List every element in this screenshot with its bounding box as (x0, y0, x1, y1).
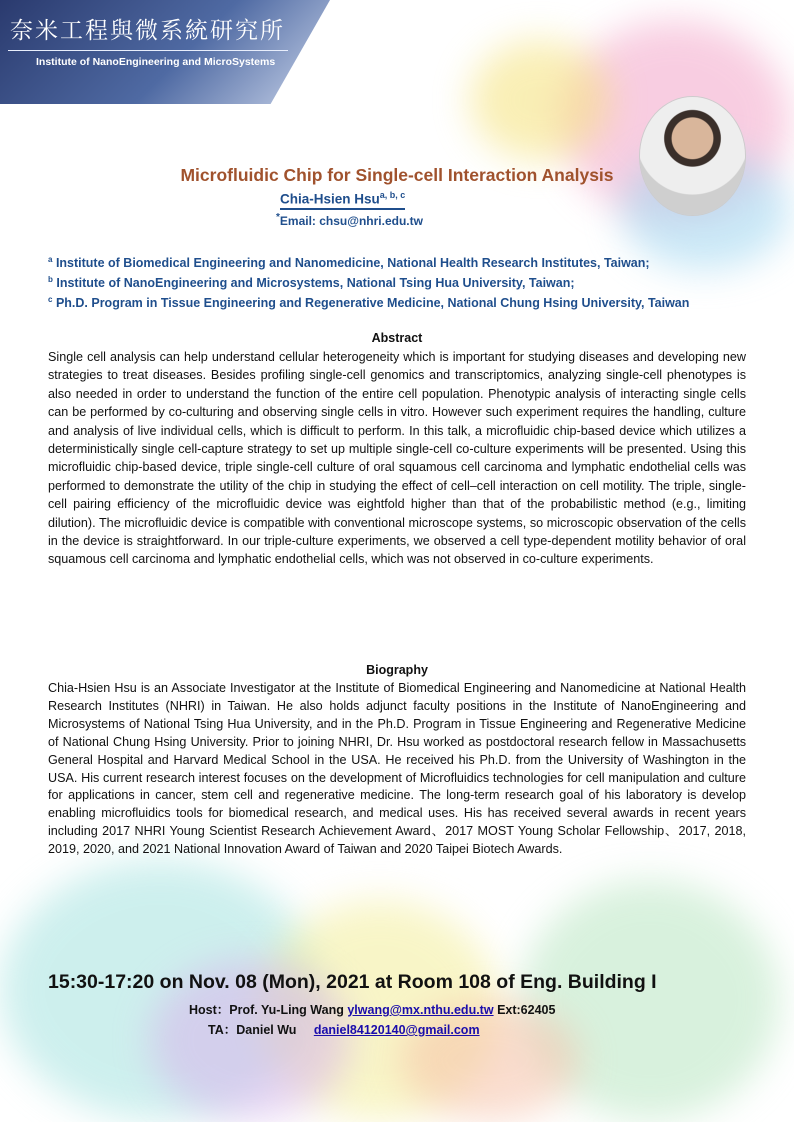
banner-divider (8, 50, 288, 51)
speaker-name: Chia-Hsien Hsu$^{a, b, c}$ (280, 190, 405, 210)
biography-text: Chia-Hsien Hsu is an Associate Investigator at the Institute of Biomedical Engineering and Nanomedicine at National Health Research Institutes (NHRI) in Taiwan. He also holds adjunct faculty positions in the Institute of NanoEngineering and Microsystems of National Tsing Hua University, and in the Ph.D. Program in Tissue Engineering and Regenerative Medicine of National Chung Hsing University. Prior to joining NHRI, Dr. Hsu worked as postdoctoral research fellow in Massachusetts General Hospital and Harvard Medical School in the USA. He received his Ph.D. from the University of Washington in the USA. His current research interest focuses on the development of Microfluidics technologies for cell manipulation and culture for applications in cancer, stem cell and regenerative medicine. The long-term research goal of his laboratory is develop enabling microfluidics tools for biomedical research, and medical uses. His has received several awards in recent years including 2017 NHRI Young Scientist Research Achievement Award、2017 MOST Young Scholar Fellowship、2017, 2018, 2019, 2020, and 2021 National Innovation Award of Taiwan and 2020 Taipei Biotech Awards. (48, 681, 746, 857)
host-email-link[interactable]: ylwang@mx.nthu.edu.tw (347, 1003, 494, 1017)
affiliation-c: $^c$ Ph.D. Program in Tissue Engineering and Regenerative Medicine, National Chung Hsing University, Taiwan (48, 295, 690, 311)
speaker-photo (640, 97, 745, 215)
abstract-heading: Abstract (371, 331, 423, 345)
author-affil-marks: a, b, c (379, 190, 406, 200)
ta-line (208, 1020, 480, 1038)
ta-label: TA：Daniel Wu (208, 1023, 297, 1037)
host-line (189, 1000, 555, 1018)
ta-email-link[interactable]: daniel84120140@gmail.com (313, 1023, 480, 1037)
institute-name-cn: 奈米工程與微系統研究所 (10, 18, 285, 44)
talk-title: Microfluidic Chip for Single-cell Interaction Analysis (180, 165, 614, 185)
event-schedule: 15:30-17:20 on Nov. 08 (Mon), 2021 at Room 108 of Eng. Building I (48, 971, 657, 993)
abstract-text: Single cell analysis can help understand cellular heterogeneity which is important for studying diseases and developing new strategies to treat diseases. Besides profiling single-cell genomics and transcriptomics, analyzing single-cell phenotypes is also needed in order to understand the function of the entire cell population. Phenotypic analysis of interacting single cells can be performed by co-culturing and observing single cells in vitro. However such experiment requires the handling, culture and analysis of live individual cells, which is difficult to perform. In this talk, a microfluidic chip-based device which utilizes a deterministically single cell-capture strategy to set up multiple single-cell co-culture experiments will be presented. Using this microfluidic chip-based device, triple single-cell culture of oral squamous cell carcinoma and lymphatic endothelial cells was performed to demonstrate the utility of the chip in studying the effect of cell–cell interaction on cell motility. The triple, single-cell pairing efficiency of the microfluidic device was eightfold higher than that of the probabilistic method (e.g., limiting dilution). The microfluidic device is compatible with conventional microscope systems, so microscopic observation of the cells in the device is straightforward. In our triple-culture experiments, we observed a cell type-dependent motility behavior of oral squamous cell carcinoma and lymphatic endothelial cells, which was not observed in co-culture experiments. (48, 350, 746, 567)
decor-splash (470, 40, 610, 160)
speaker-email: *Email: chsu@nhri.edu.tw (276, 212, 423, 228)
institute-name-en: Institute of NanoEngineering and MicroSystems (36, 56, 276, 68)
host-label: Host：Prof. Yu-Ling Wang (189, 1003, 344, 1017)
host-ext: Ext:62405 (497, 1003, 556, 1017)
affiliation-b: $^b$ Institute of NanoEngineering and Microsystems, National Tsing Hua University, Taiwan; (48, 275, 575, 291)
decor-splash (400, 1000, 580, 1120)
affiliation-a: $^a$ Institute of Biomedical Engineering and Nanomedicine, National Health Research Institutes, Taiwan; (48, 255, 650, 271)
biography-heading: Biography (366, 663, 428, 677)
